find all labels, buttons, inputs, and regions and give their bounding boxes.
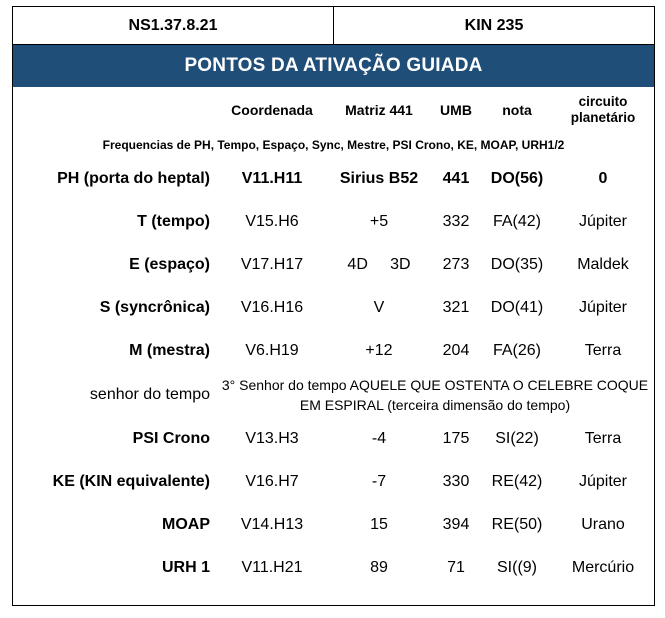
lord-of-time-label: senhor do tempo — [89, 385, 210, 403]
row-label: M (mestra) — [129, 341, 210, 359]
row-coord: V16.H16 — [240, 298, 304, 316]
row-matrix: 89 — [370, 558, 388, 576]
table-row — [13, 286, 654, 329]
row-umb: 441 — [442, 169, 470, 187]
row-nota: SI(22) — [495, 429, 539, 447]
row-coord: V6.H19 — [245, 341, 299, 359]
row-coord: V17.H17 — [240, 255, 304, 273]
column-header-circuit: circuito planetário — [570, 94, 636, 125]
date-code: NS1.37.8.21 — [13, 7, 334, 44]
row-label: KE (KIN equivalente) — [52, 472, 210, 490]
row-nota: FA(26) — [492, 341, 541, 359]
row-nota: SI((9) — [497, 558, 537, 576]
table-row — [13, 157, 654, 200]
activation-sheet — [12, 6, 655, 606]
row-circuit: Maldek — [577, 255, 629, 273]
row-umb: 204 — [442, 341, 470, 359]
table-row — [13, 460, 654, 503]
row-coord: V13.H3 — [245, 429, 299, 447]
page-title: PONTOS DA ATIVAÇÃO GUIADA — [13, 45, 654, 87]
header-row — [13, 7, 654, 45]
kin-code: KIN 235 — [464, 16, 524, 34]
frequencies-note: Frequencias de PH, Tempo, Espaço, Sync, Mestre, PSI Crono, KE, MOAP, URH1/2 — [102, 138, 565, 152]
row-umb: 175 — [442, 429, 470, 447]
row-matrix: V — [373, 298, 385, 316]
row-circuit: 0 — [598, 169, 608, 187]
row-matrix: 4D 3D — [347, 255, 411, 273]
row-circuit: Terra — [584, 341, 622, 359]
column-header-row — [13, 87, 654, 133]
frequencies-row — [13, 133, 654, 157]
table-row — [13, 329, 654, 372]
row-umb: 394 — [442, 515, 470, 533]
row-label: T (tempo) — [137, 212, 210, 230]
row-matrix: -7 — [371, 472, 387, 490]
lord-of-time-note: 3° Senhor do tempo AQUELE QUE OSTENTA O CELEBRE COQUE EM ESPIRAL (terceira dimensão do tempo) — [221, 376, 649, 413]
row-umb: 71 — [447, 558, 465, 576]
table-row — [13, 503, 654, 546]
row-matrix: Sirius B52 — [339, 169, 419, 187]
row-umb: 332 — [442, 212, 470, 230]
lord-of-time-row — [13, 372, 654, 417]
row-matrix: -4 — [371, 429, 387, 447]
row-matrix: 15 — [370, 515, 388, 533]
row-nota: RE(42) — [491, 472, 543, 490]
table-row — [13, 243, 654, 286]
row-nota: DO(35) — [490, 255, 544, 273]
row-label: MOAP — [162, 515, 210, 533]
row-coord: V11.H11 — [241, 169, 303, 187]
column-header-coord: Coordenada — [231, 102, 313, 118]
row-nota: DO(56) — [490, 169, 544, 187]
row-umb: 330 — [442, 472, 470, 490]
row-coord: V11.H21 — [241, 558, 303, 576]
table-row — [13, 200, 654, 243]
row-coord: V15.H6 — [245, 212, 299, 230]
table-row — [13, 546, 654, 589]
row-matrix: +5 — [369, 212, 389, 230]
table-row — [13, 417, 654, 460]
row-coord: V16.H7 — [245, 472, 299, 490]
row-circuit: Urano — [581, 515, 625, 533]
row-circuit: Mercúrio — [571, 558, 635, 576]
column-header-umb: UMB — [440, 102, 472, 118]
column-header-matrix: Matriz 441 — [345, 102, 413, 118]
row-nota: DO(41) — [490, 298, 544, 316]
activation-table — [13, 87, 654, 589]
row-circuit: Júpiter — [578, 472, 628, 490]
row-label: S (syncrônica) — [99, 298, 210, 316]
row-nota: FA(42) — [492, 212, 541, 230]
row-umb: 321 — [442, 298, 470, 316]
row-label: E (espaço) — [129, 255, 210, 273]
row-circuit: Terra — [584, 429, 622, 447]
row-circuit: Júpiter — [578, 212, 628, 230]
row-nota: RE(50) — [491, 515, 543, 533]
column-header-nota: nota — [502, 102, 532, 118]
row-matrix: +12 — [365, 341, 393, 359]
row-label: PSI Crono — [132, 429, 210, 447]
row-coord: V14.H13 — [240, 515, 304, 533]
row-label: PH (porta do heptal) — [57, 169, 210, 187]
row-label: URH 1 — [161, 558, 210, 576]
row-umb: 273 — [442, 255, 470, 273]
row-circuit: Júpiter — [578, 298, 628, 316]
